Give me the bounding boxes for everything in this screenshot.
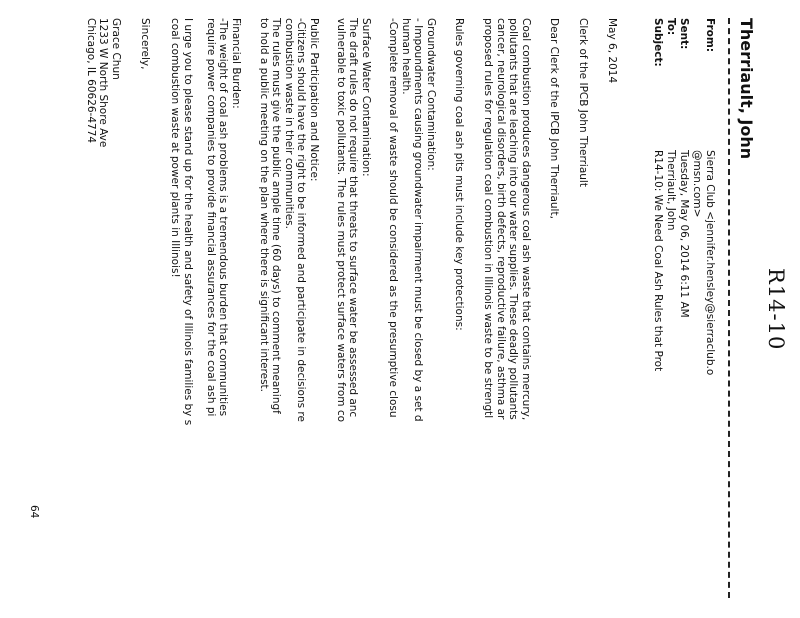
section-line: require power companies to provide financial assurances for the coal ash pi — [205, 18, 217, 417]
intro-line: cancer, neurological disorders, birth defects, reproductive failure, asthma ar — [495, 18, 507, 420]
from-label: From: — [704, 18, 716, 53]
subject-label: Subject: — [652, 18, 664, 67]
sender-name: Therriault, John — [737, 18, 756, 160]
key-protections-line: Rules governing coal ash pits must include key protections: — [453, 18, 465, 331]
from-value-continued: @msn.com> — [691, 150, 703, 218]
page-number: 64 — [28, 505, 40, 519]
signer-street: 1233 W North Shore Ave — [97, 18, 110, 148]
sent-value: Tuesday, May 06, 2014 6:11 AM — [678, 150, 690, 318]
sign-off: Sincerely, — [139, 18, 151, 70]
signer-city: Chicago, IL 60626-4774 — [85, 18, 97, 144]
sent-label: Sent: — [678, 18, 690, 50]
public-participation-section — [258, 18, 321, 618]
intro-line: proposed rules for regulation coal combustion in Illinois waste to be strengtl — [482, 18, 495, 419]
salutation: Dear Clerk of the IPCB John Therriault, — [548, 18, 560, 219]
letter-date: May 6, 2014 — [606, 18, 618, 84]
section-line: human health. — [400, 18, 412, 95]
section-line: The draft rules do not require that threats to surface water be assessed anc — [347, 18, 360, 418]
financial-burden-section — [205, 18, 243, 618]
header-divider — [728, 18, 730, 598]
closing-paragraph — [169, 18, 194, 618]
section-line: -The weight of coal ash problems is a tremendous burden that communities — [217, 18, 230, 417]
intro-line: Coal combustion produces dangerous coal ash waste that contains mercury, — [520, 18, 532, 421]
section-title: Public Participation and Notice: — [308, 18, 320, 182]
section-line: -Complete removal of waste should be considered as the presumptive closu — [387, 18, 400, 418]
intro-line: pollutants that are leaching into our water supplies. These deadly pollutants — [507, 18, 520, 420]
subject-value: R14-10: We Need Coal Ash Rules that Prot — [652, 150, 664, 372]
section-line: -Citizens should have the right to be informed and participate in decisions re — [295, 18, 308, 422]
docket-stamp: R14-10 — [764, 268, 788, 351]
groundwater-section — [387, 18, 437, 618]
closing-line: I urge you to please stand up for the health and safety of Illinois families by s — [182, 18, 194, 426]
surface-water-section — [335, 18, 373, 618]
section-line: The rules must give the public ample time (60 days) to comment meaningf — [270, 18, 283, 414]
section-title: Surface Water Contamination: — [360, 18, 372, 177]
section-line: to hold a public meeting on the plan where there is significant interest. — [258, 18, 270, 393]
section-line: combustion waste in their communities. — [283, 18, 295, 229]
closing-line: coal combustion waste at power plants in Illinois! — [169, 18, 182, 278]
to-value: Therriault, John — [665, 150, 677, 231]
signature-block — [85, 18, 123, 618]
section-title: Groundwater Contamination: — [425, 18, 437, 171]
intro-paragraph — [482, 18, 532, 618]
section-line: vulnerable to toxic pollutants. The rules must protect surface waters from co — [335, 18, 347, 423]
section-title: Financial Burden: — [230, 18, 242, 109]
to-label: To: — [665, 18, 677, 36]
section-line: - Impoundments causing groundwater impairment must be closed by a set d — [412, 18, 425, 422]
signer-name: Grace Chun — [110, 18, 122, 80]
recipient-line: Clerk of the IPCB John Therriault — [577, 18, 589, 187]
from-value: Sierra Club <jennifer.hensley@sierraclub.o — [704, 150, 716, 376]
